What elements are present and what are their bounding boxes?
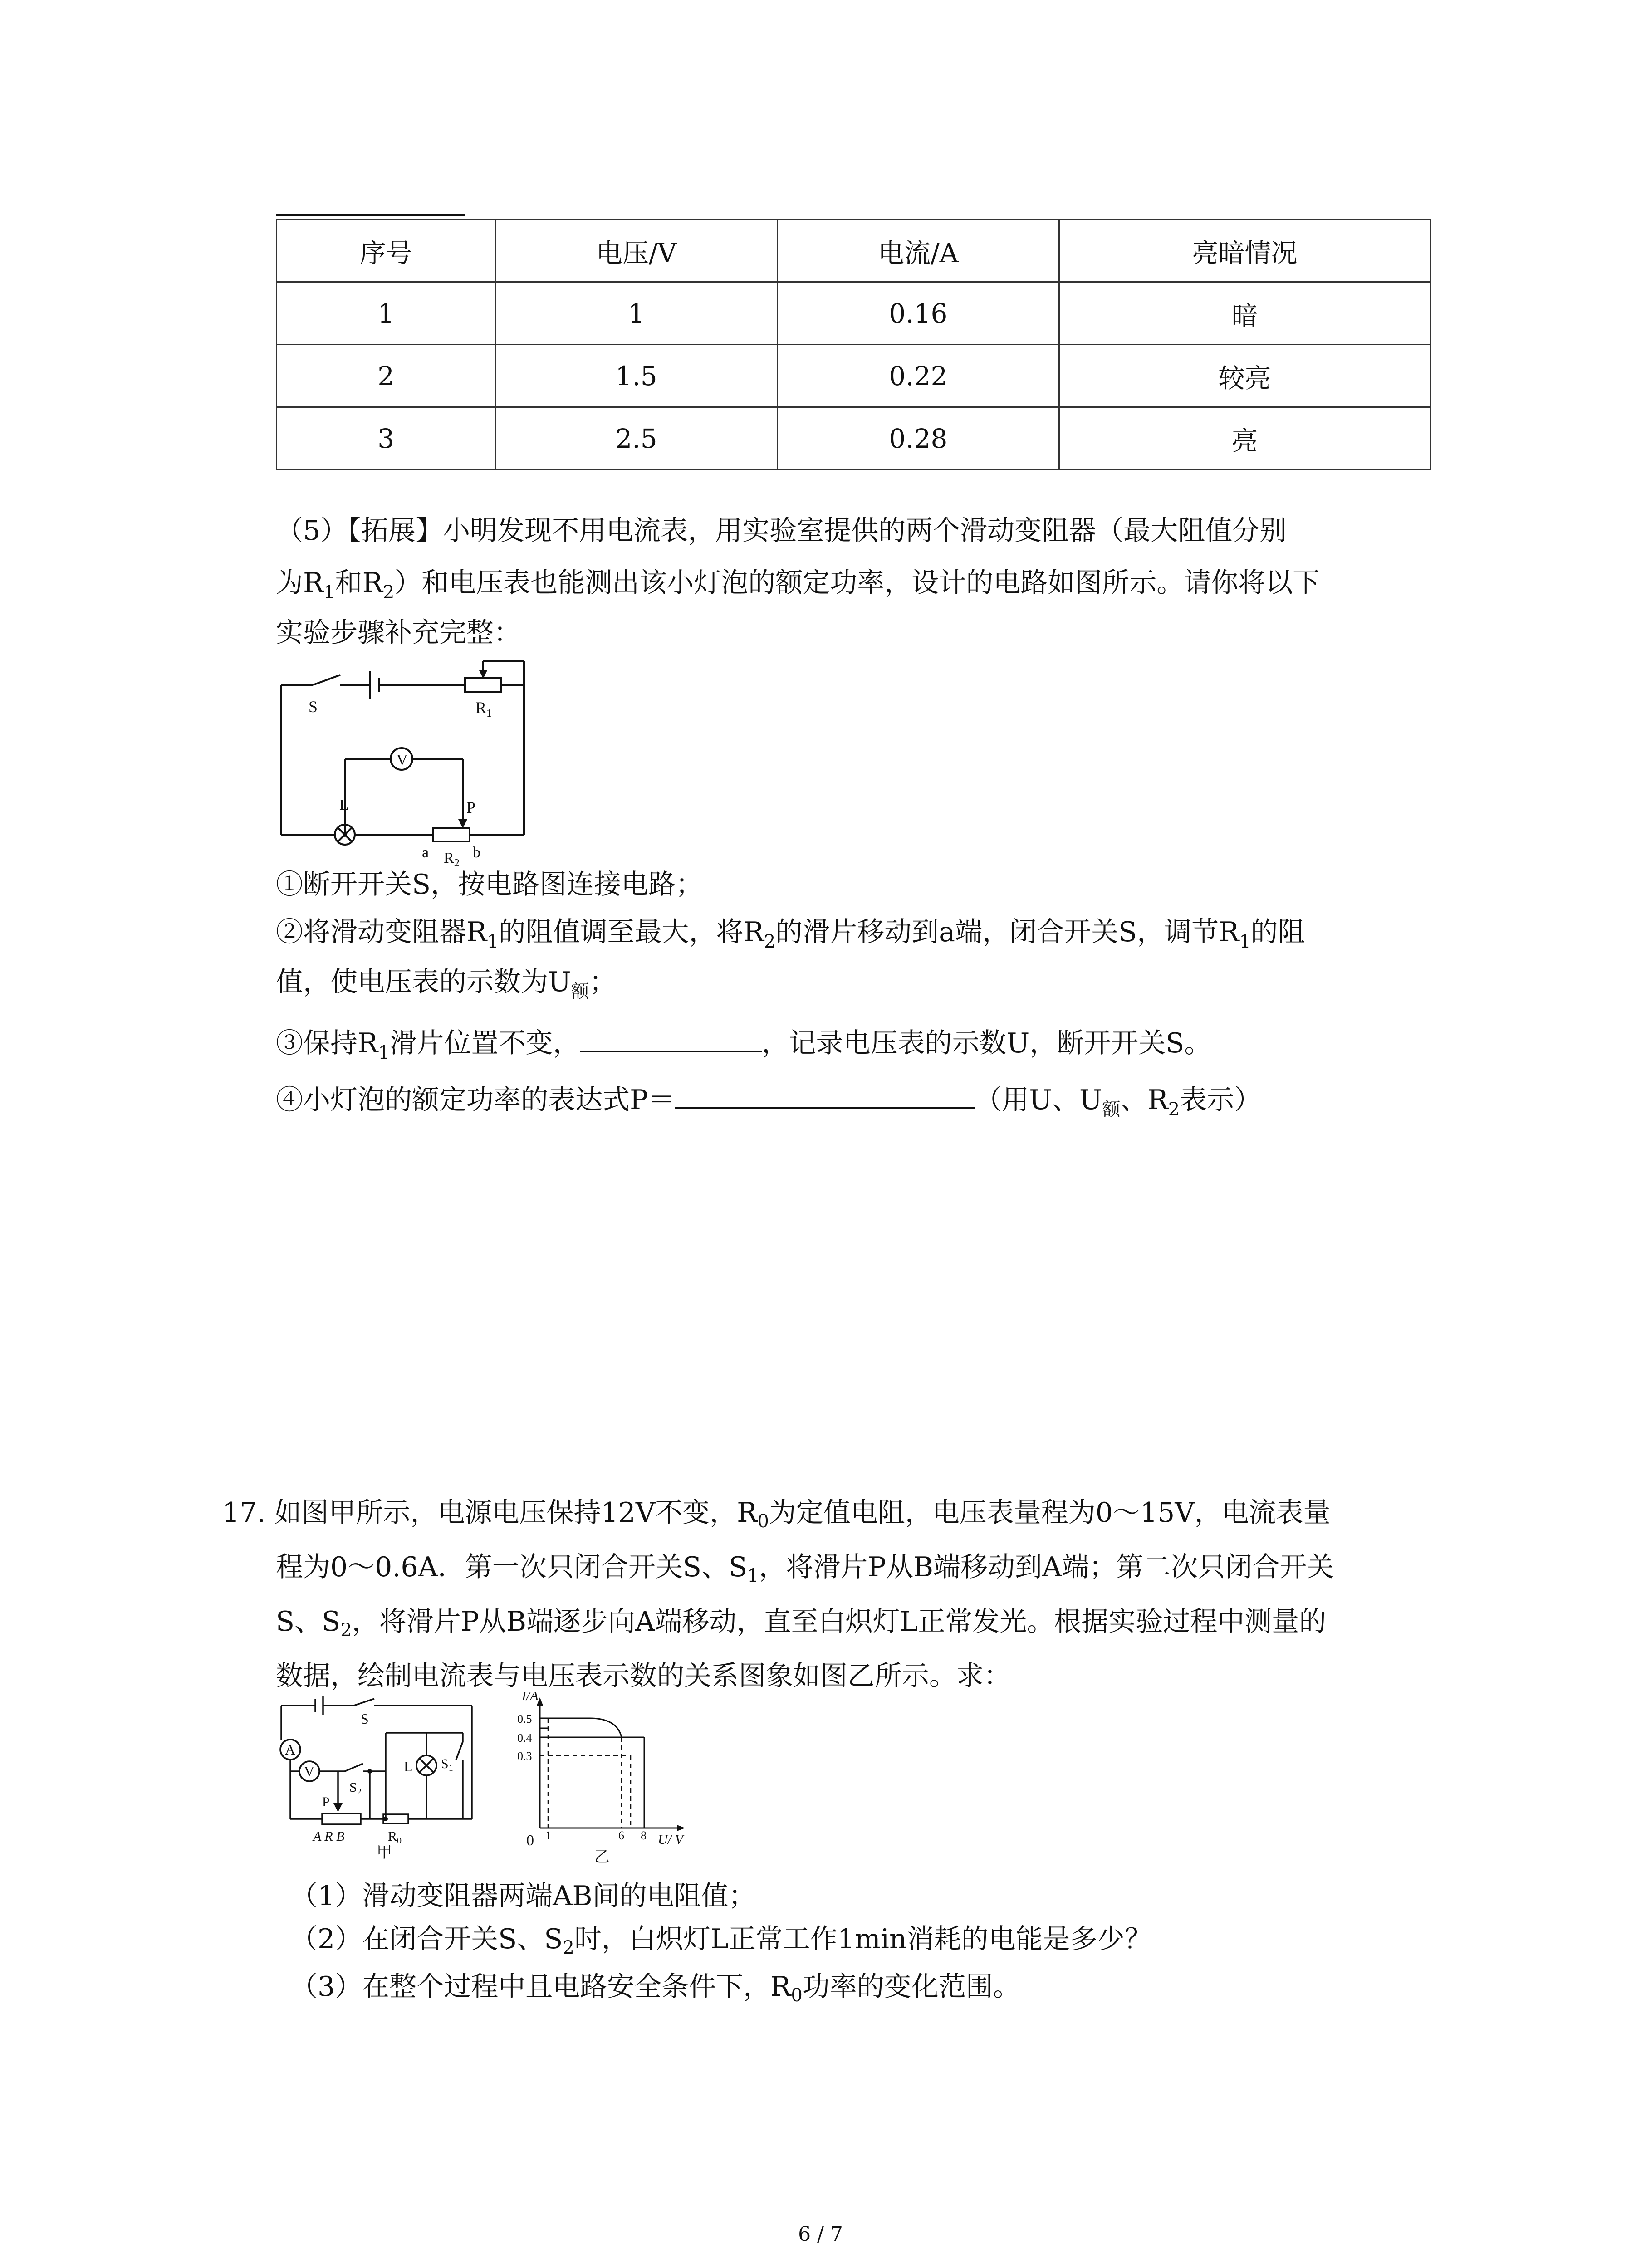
step-2-line2 <box>276 955 617 1012</box>
q17-sub1: （1）滑动变阻器两端AB间的电阻值； <box>290 1880 756 1912</box>
label-ARB: A R B <box>313 1829 345 1844</box>
label-S: S <box>309 698 318 716</box>
table-header: 序号 <box>277 220 495 282</box>
label-L: L <box>404 1758 413 1774</box>
subscript: 2 <box>764 931 776 952</box>
y-tick: 0.5 <box>517 1712 532 1725</box>
step-2 <box>276 905 1305 963</box>
figure-caption-yi: 乙 <box>594 1849 610 1866</box>
text: 和R <box>335 567 383 599</box>
table-header: 电流/A <box>777 220 1059 282</box>
table-row <box>277 282 1430 345</box>
label-b: b <box>473 844 480 861</box>
circuit-diagram-q16 <box>272 653 554 866</box>
table-cell: 较亮 <box>1059 345 1430 407</box>
voltmeter-label: V <box>304 1763 315 1779</box>
text: 值，使电压表的示数为U <box>276 966 571 998</box>
subscript: 1 <box>487 931 499 952</box>
subscript: 2 <box>563 1937 574 1958</box>
table-cell: 0.22 <box>777 345 1059 407</box>
text: ）和电压表也能测出该小灯泡的额定功率，设计的电路如图所示。请你将以下 <box>394 567 1320 599</box>
subscript: 0 <box>397 1836 402 1846</box>
text: （用U、U <box>975 1084 1102 1116</box>
table-header: 亮暗情况 <box>1059 220 1430 282</box>
subscript: 1 <box>747 1565 759 1586</box>
table-cell: 1 <box>495 282 777 345</box>
table-cell: 1 <box>277 282 495 345</box>
table-header-row <box>277 220 1430 282</box>
text: 表示） <box>1180 1084 1262 1116</box>
text: 程为0～0.6A．第一次只闭合开关S、S <box>276 1551 748 1583</box>
q17-line3 <box>276 1594 1326 1652</box>
q16-5-line3: 实验步骤补充完整： <box>276 617 521 649</box>
subscript: 2 <box>454 857 460 866</box>
table-row <box>277 407 1430 470</box>
text: ②将滑动变阻器R <box>276 916 487 948</box>
table-cell: 0.16 <box>777 282 1059 345</box>
text: 的滑片移动到a端，闭合开关S，调节R <box>775 916 1239 948</box>
subscript: 2 <box>340 1620 352 1641</box>
table-cell: 3 <box>277 407 495 470</box>
table-cell: 2.5 <box>495 407 777 470</box>
q16-5-line1: （5）【拓展】小明发现不用电流表，用实验室提供的两个滑动变阻器（最大阻值分别 <box>276 515 1287 547</box>
table-cell: 2 <box>277 345 495 407</box>
text: 为R <box>276 567 324 599</box>
table-cell: 暗 <box>1059 282 1430 345</box>
table-cell: 1.5 <box>495 345 777 407</box>
y-axis-label: I/A <box>522 1692 539 1703</box>
graph-yi <box>513 1692 703 1869</box>
subscript: 0 <box>791 1985 803 2006</box>
label-R1 <box>475 699 492 719</box>
subscript: 额 <box>571 981 589 1002</box>
subscript: 0 <box>757 1511 769 1532</box>
circuit-diagram-jia <box>272 1696 481 1860</box>
text: 时，白炽灯L正常工作1min消耗的电能是多少？ <box>574 1923 1152 1955</box>
x-tick: 1 <box>545 1829 551 1842</box>
label: S <box>349 1780 357 1795</box>
subscript: 1 <box>1239 931 1251 952</box>
text: 功率的变化范围。 <box>802 1971 1020 2003</box>
text: ④小灯泡的额定功率的表达式P＝ <box>276 1084 676 1116</box>
page-number: 6 / 7 <box>798 2223 843 2246</box>
q17-line1 <box>222 1486 1331 1543</box>
label-R0 <box>388 1829 402 1846</box>
q17-line4: 数据，绘制电流表与电压表示数的关系图象如图乙所示。求： <box>276 1660 1011 1692</box>
subscript: 1 <box>486 708 492 719</box>
text: ，记录电压表的示数U，断开开关S。 <box>761 1027 1212 1059</box>
top-rule <box>276 214 465 216</box>
x-tick: 6 <box>618 1829 624 1842</box>
text: ，将滑片P从B端移动到A端；第二次只闭合开关 <box>759 1551 1334 1583</box>
text: （3）在整个过程中且电路安全条件下，R <box>290 1971 791 2003</box>
label: S <box>441 1756 449 1771</box>
step-3 <box>276 1016 1211 1074</box>
text: 、R <box>1120 1084 1168 1116</box>
table-row <box>277 345 1430 407</box>
text: 为定值电阻，电压表量程为0～15V，电流表量 <box>769 1497 1331 1529</box>
label-S1 <box>441 1756 453 1773</box>
label-P: P <box>322 1794 330 1809</box>
x-axis-label: U/ V <box>658 1832 683 1847</box>
text: 17. 如图甲所示，电源电压保持12V不变，R <box>222 1497 758 1529</box>
origin-label: 0 <box>526 1832 534 1849</box>
q17-sub3 <box>290 1960 1020 2017</box>
text: ，将滑片P从B端逐步向A端移动，直至白炽灯L正常发光。根据实验过程中测量的 <box>352 1606 1327 1637</box>
answer-blank-step4[interactable] <box>675 1080 975 1109</box>
subscript: 2 <box>382 582 395 603</box>
table-cell: 0.28 <box>777 407 1059 470</box>
x-tick: 8 <box>641 1829 647 1842</box>
q16-5-line2 <box>276 556 1320 613</box>
figure-caption-jia: 甲 <box>377 1844 392 1860</box>
label-L: L <box>339 797 349 813</box>
measurement-table <box>276 219 1431 470</box>
ammeter-label: A <box>285 1741 296 1758</box>
table-cell: 亮 <box>1059 407 1430 470</box>
label-P: P <box>466 798 476 816</box>
answer-blank-step3[interactable] <box>580 1023 762 1052</box>
subscript: 1 <box>448 1763 453 1773</box>
text: S、S <box>276 1606 341 1637</box>
step-4 <box>276 1073 1261 1130</box>
subscript: 1 <box>323 582 335 603</box>
y-tick: 0.3 <box>517 1750 532 1763</box>
label-S2 <box>349 1780 362 1797</box>
text: ③保持R <box>276 1027 378 1059</box>
subscript: 2 <box>357 1787 362 1797</box>
label-S: S <box>361 1711 369 1727</box>
text: 的阻 <box>1250 916 1305 948</box>
text: ； <box>589 966 617 998</box>
text: （2）在闭合开关S、S <box>290 1923 563 1955</box>
step-1: ①断开开关S，按电路图连接电路； <box>276 869 703 900</box>
voltmeter-label: V <box>397 752 408 768</box>
label: R <box>388 1829 397 1844</box>
subscript: 2 <box>1168 1099 1180 1120</box>
y-tick: 0.4 <box>517 1731 532 1745</box>
text: 滑片位置不变， <box>389 1027 580 1059</box>
q17-line2 <box>276 1540 1334 1598</box>
label: R <box>475 699 487 717</box>
subscript: 1 <box>378 1042 390 1063</box>
label: R <box>444 850 454 866</box>
label-a: a <box>422 844 429 861</box>
table-header: 电压/V <box>495 220 777 282</box>
subscript: 额 <box>1102 1099 1121 1120</box>
text: 的阻值调至最大，将R <box>498 916 764 948</box>
